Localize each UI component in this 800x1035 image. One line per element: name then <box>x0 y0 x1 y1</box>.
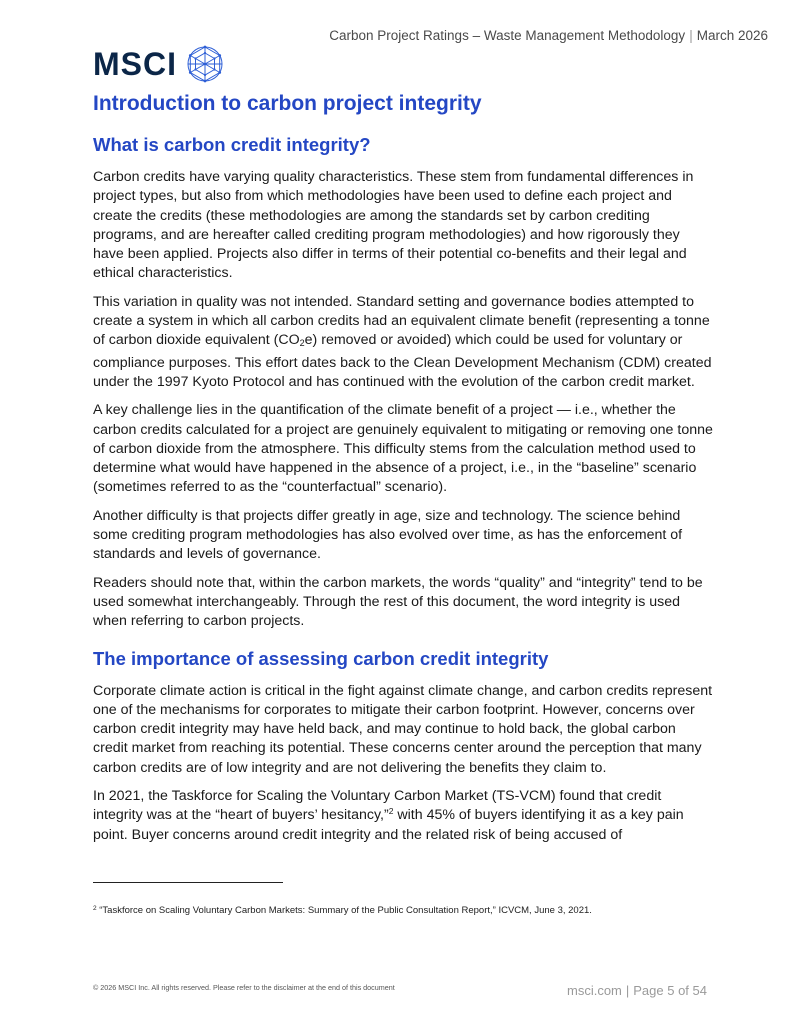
paragraph-text: This variation in quality was not intended. Standard setting and governance bodies attempted to create a system in which all carbon credits had an equivalent climate benefit (representing a tonne of carbon dioxide equivalent (CO <box>93 293 710 349</box>
footer-separator: | <box>625 983 630 998</box>
footnote-divider <box>93 882 283 883</box>
page-title: Introduction to carbon project integrity <box>93 92 482 115</box>
footnote-number: 2 <box>93 905 97 912</box>
footnote-reference[interactable]: 2 <box>388 806 394 817</box>
footnote <box>93 905 592 916</box>
running-header <box>329 28 768 43</box>
globe-icon <box>185 44 225 84</box>
paragraph <box>93 787 713 845</box>
paragraph-text: In 2021, the Taskforce for Scaling the Voluntary Carbon Market (TS-VCM) found that credit integrity was at the “heart of buyers’ hesitancy,” <box>93 788 662 824</box>
copyright-notice: © 2026 MSCI Inc. All rights reserved. Please refer to the disclaimer at the end of this document <box>93 983 395 992</box>
paragraph-text: e) removed or avoided) which could be used for voluntary or compliance purposes. This effort dates back to the Clean Development Mechanism (CDM) created under the 1997 Kyoto Protocol and has continued with the evolution of the carbon credit market. <box>93 332 712 390</box>
paragraph: Corporate climate action is critical in the fight against climate change, and carbon credits represent one of the mechanisms for corporates to mitigate their carbon footprint. However, concerns over carbon credit integrity may have held back, and may continue to hold back, the global carbon credit market from reaching its potential. These concerns center around the perception that many carbon credits are of low integrity and are not delivering the benefits they claim to. <box>93 682 713 776</box>
paragraph: A key challenge lies in the quantification of the climate benefit of a project — i.e., whether the carbon credits calculated for a project are genuinely equivalent to mitigating or removing one tonne of carbon dioxide from the atmosphere. This difficulty stems from the calculation method used to determine what would have happened in the absence of a project, i.e., in the “baseline” scenario (sometimes referred to as the “counterfactual” scenario). <box>93 402 713 496</box>
subscript: 2 <box>299 338 305 349</box>
paragraph: Another difficulty is that projects differ greatly in age, size and technology. The science behind some crediting program methodologies has also evolved over time, as has the enforcement of standards and levels of governance. <box>93 507 683 563</box>
footnote-text: “Taskforce on Scaling Voluntary Carbon Markets: Summary of the Public Consultation Report,” ICVCM, June 3, 2021. <box>96 905 592 916</box>
document-title: Carbon Project Ratings – Waste Management Methodology <box>329 28 686 43</box>
logo-wordmark: MSCI <box>93 45 177 82</box>
section-heading-integrity: What is carbon credit integrity? <box>93 134 371 155</box>
document-date: March 2026 <box>696 28 768 43</box>
paragraph-text: with 45% of buyers identifying it as a key pain point. Buyer concerns around credit integrity and the related risk of being accused of <box>93 807 684 843</box>
page-content <box>93 92 713 854</box>
msci-logo <box>93 44 225 84</box>
section-heading-importance: The importance of assessing carbon credit integrity <box>93 647 549 669</box>
page-number: Page 5 of 54 <box>633 983 707 998</box>
header-separator: | <box>689 28 693 43</box>
paragraph: Carbon credits have varying quality characteristics. These stem from fundamental differences in project types, but also from which methodologies have been used to define each project and create the credits (these methodologies are among the standards set by carbon crediting programs, and are hereafter called crediting program methodologies) and how rigorously they have been applied. Projects also differ in terms of their potential co-benefits and their legal and ethical characteristics. <box>93 169 694 282</box>
site-link[interactable]: msci.com <box>566 983 622 998</box>
page-footer <box>567 983 707 998</box>
paragraph <box>93 293 713 392</box>
paragraph: Readers should note that, within the carbon markets, the words “quality” and “integrity” tend to be used somewhat interchangeably. Through the rest of this document, the word integrity is used when referring to carbon projects. <box>93 574 703 630</box>
